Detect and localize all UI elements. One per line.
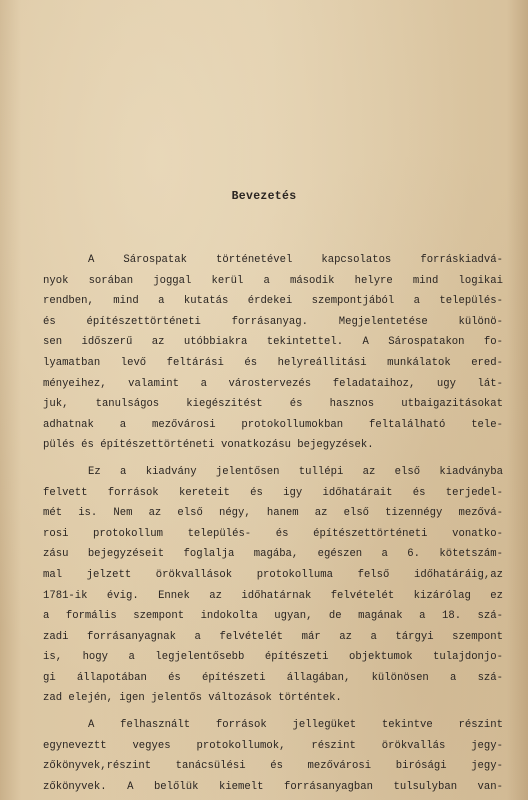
text-line: és építészettörténeti forrásanyag. Megjelentetése különö- [43, 315, 503, 328]
text-line: rendben, mind a kutatás érdekei szempontjából a település- [43, 295, 503, 308]
text-line: Ez a kiadvány jelentősen tullépi az első kiadványba [88, 465, 503, 478]
page-title: Bevezetés [231, 190, 297, 203]
text-line: 1781-ik évig. Ennek az időhatárnak felvételét kizárólag ez [43, 589, 503, 602]
text-line: lyamatban levő feltárási és helyreállitási munkálatok ered- [43, 356, 503, 369]
text-line: A felhasznált források jellegüket tekintve részint [88, 719, 503, 732]
text-line: zad elején, igen jelentős változások történtek. [43, 692, 342, 705]
text-line: zőkönyvek. A belőlük kiemelt forrásanyagban tulsulyban van- [43, 780, 503, 793]
paragraph-2 [43, 462, 503, 709]
text-line: mét is. Nem az első négy, hanem az első tizennégy mezővá- [43, 507, 503, 520]
text-line: rosi protokollum település- és építészettörténeti vonatko- [43, 527, 503, 540]
text-line: mal jelzett örökvallások protokolluma felső időhatáráig,az [43, 568, 503, 581]
paragraph-1 [43, 250, 503, 456]
text-line: zőkönyvek,részint tanácsülési és mezővárosi birósági jegy- [43, 760, 503, 773]
text-line: zadi forrásanyagnak a felvételét már az a tárgyi szempont [43, 630, 503, 643]
text-line: juk, tanulságos kiegészitést és hasznos utbaigazitásokat [43, 398, 503, 411]
text-line: zásu bejegyzéseit foglalja magába, egészen a 6. kötetszám- [43, 548, 503, 561]
text-line: sen időszerű az utóbbiakra tekintettel. A Sárospatakon fo- [43, 336, 503, 349]
text-line: gi állapotában és építészeti állagában, különösen a szá- [43, 671, 503, 684]
text-line: a formális szempont indokolta ugyan, de magának a 18. szá- [43, 610, 503, 623]
text-line: pülés és építészettörténeti vonatkozásu bejegyzések. [43, 439, 374, 452]
text-line: A Sárospatak történetével kapcsolatos forráskiadvá- [88, 254, 503, 266]
text-line: egyneveztt vegyes protokollumok, részint örökvallás jegy- [43, 739, 503, 752]
text-line: nyok sorában joggal kerül a második helyre mind logikai [43, 274, 503, 287]
body-text [43, 250, 503, 797]
text-line: ményeihez, valamint a várostervezés feladataihoz, ugy lát- [43, 377, 503, 390]
text-line: adhatnak a mezővárosi protokollumokban feltalálható tele- [43, 418, 503, 431]
text-line: is, hogy a legjelentősebb építészeti objektumok tulajdonjo- [43, 651, 503, 664]
text-line: felvett források kereteit és igy időhatárait és terjedel- [43, 486, 503, 499]
paragraph-3 [43, 715, 503, 797]
